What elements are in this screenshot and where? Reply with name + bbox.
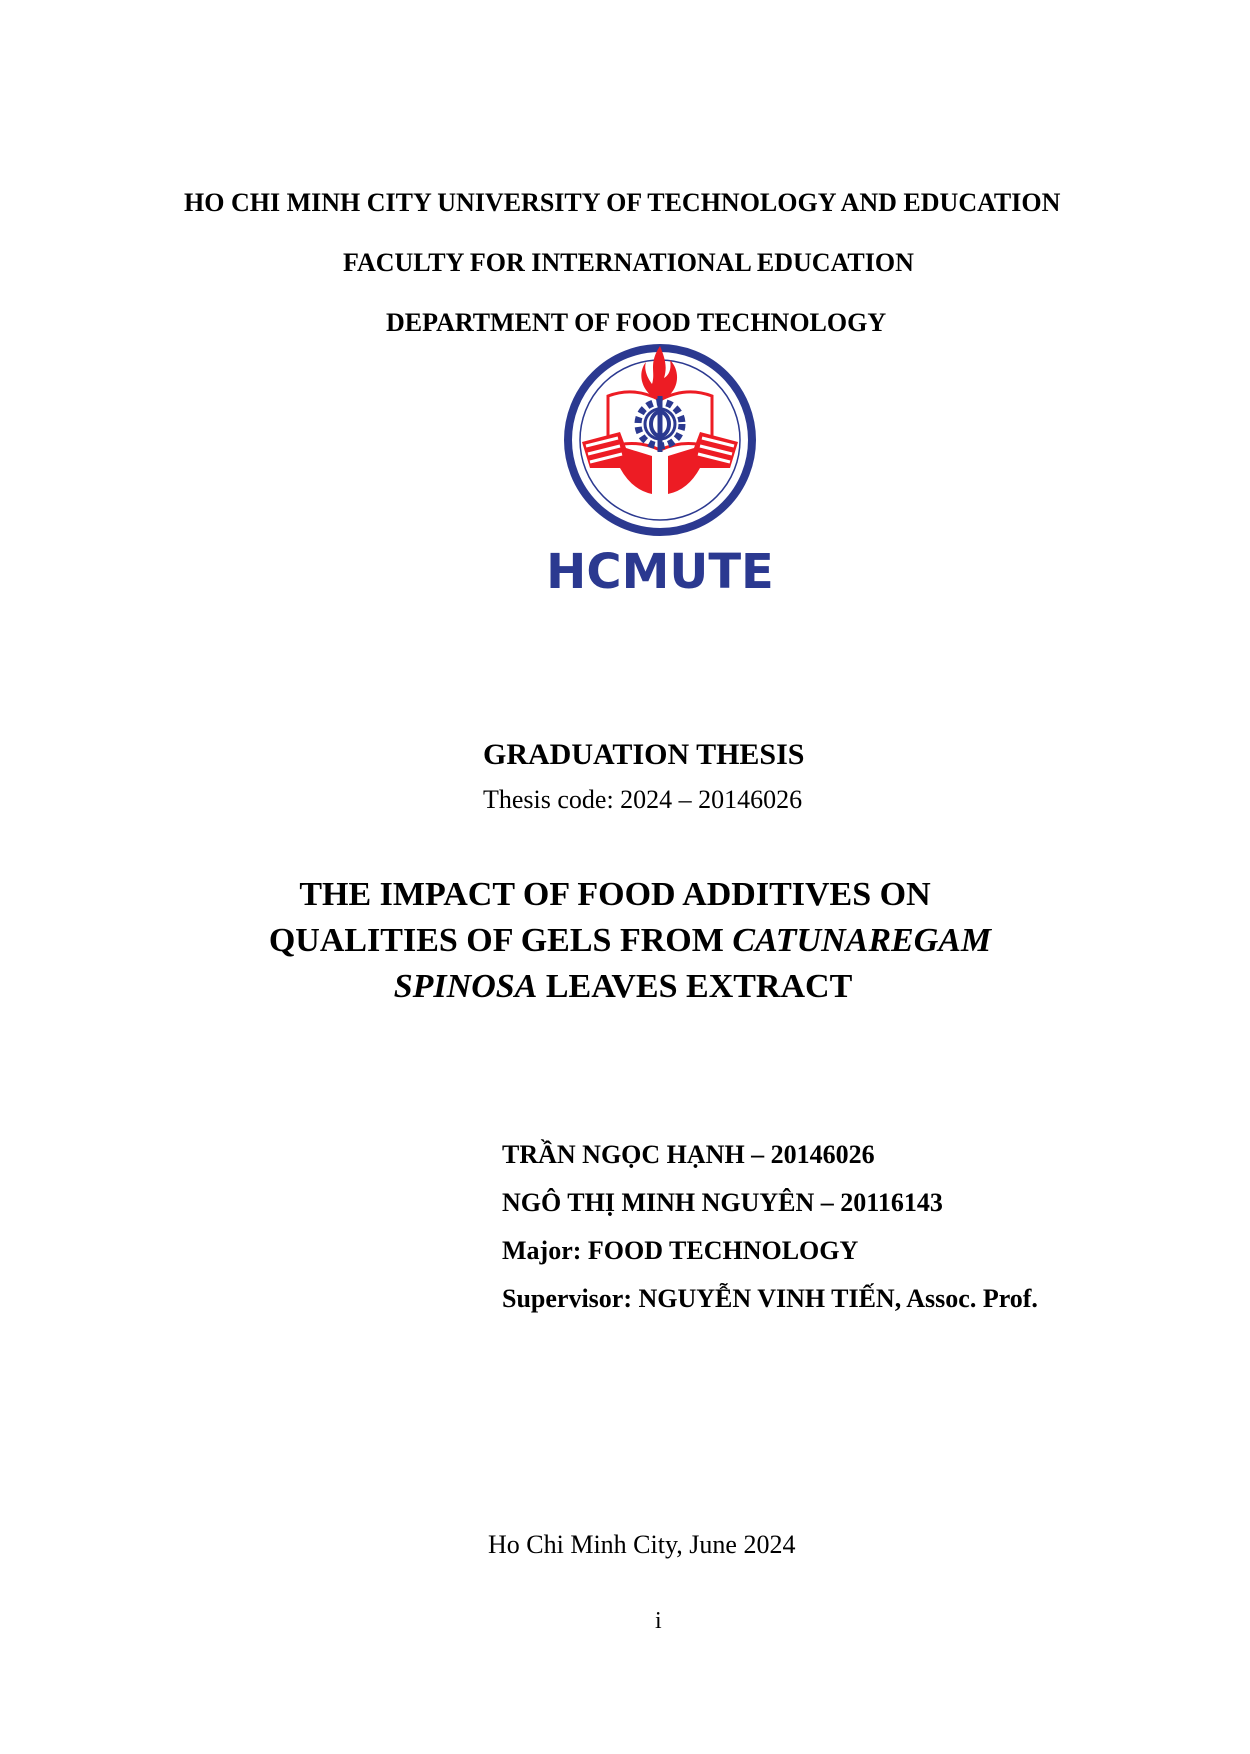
faculty-name: FACULTY FOR INTERNATIONAL EDUCATION: [343, 248, 914, 277]
thesis-title-line-3: [3, 968, 1243, 1006]
thesis-heading: GRADUATION THESIS: [483, 738, 805, 771]
title-line-3-italic: SPINOSA: [393, 968, 538, 1005]
supervisor: Supervisor: NGUYỄN VINH TIẾN, Assoc. Prof.: [502, 1284, 1038, 1313]
thesis-title-line-2: [10, 922, 1250, 960]
thesis-title-line-1: THE IMPACT OF FOOD ADDITIVES ON: [299, 876, 931, 913]
title-line-3-plain: LEAVES EXTRACT: [537, 968, 853, 1005]
hcmute-logo: [546, 338, 774, 600]
title-line-2-italic: CATUNAREGAM: [732, 922, 992, 959]
major: Major: FOOD TECHNOLOGY: [502, 1236, 859, 1265]
author-2: NGÔ THỊ MINH NGUYÊN – 20116143: [502, 1188, 943, 1217]
author-1: TRẦN NGỌC HẠNH – 20146026: [502, 1140, 875, 1169]
page-number: i: [655, 1608, 662, 1634]
logo-wordmark: HCMUTE: [546, 544, 774, 600]
place-date: Ho Chi Minh City, June 2024: [488, 1530, 796, 1559]
department-name: DEPARTMENT OF FOOD TECHNOLOGY: [386, 308, 887, 337]
thesis-code: Thesis code: 2024 – 20146026: [483, 785, 803, 814]
university-name: HO CHI MINH CITY UNIVERSITY OF TECHNOLOGY AND EDUCATION: [184, 188, 1061, 217]
title-line-2-plain: QUALITIES OF GELS FROM: [268, 922, 733, 959]
